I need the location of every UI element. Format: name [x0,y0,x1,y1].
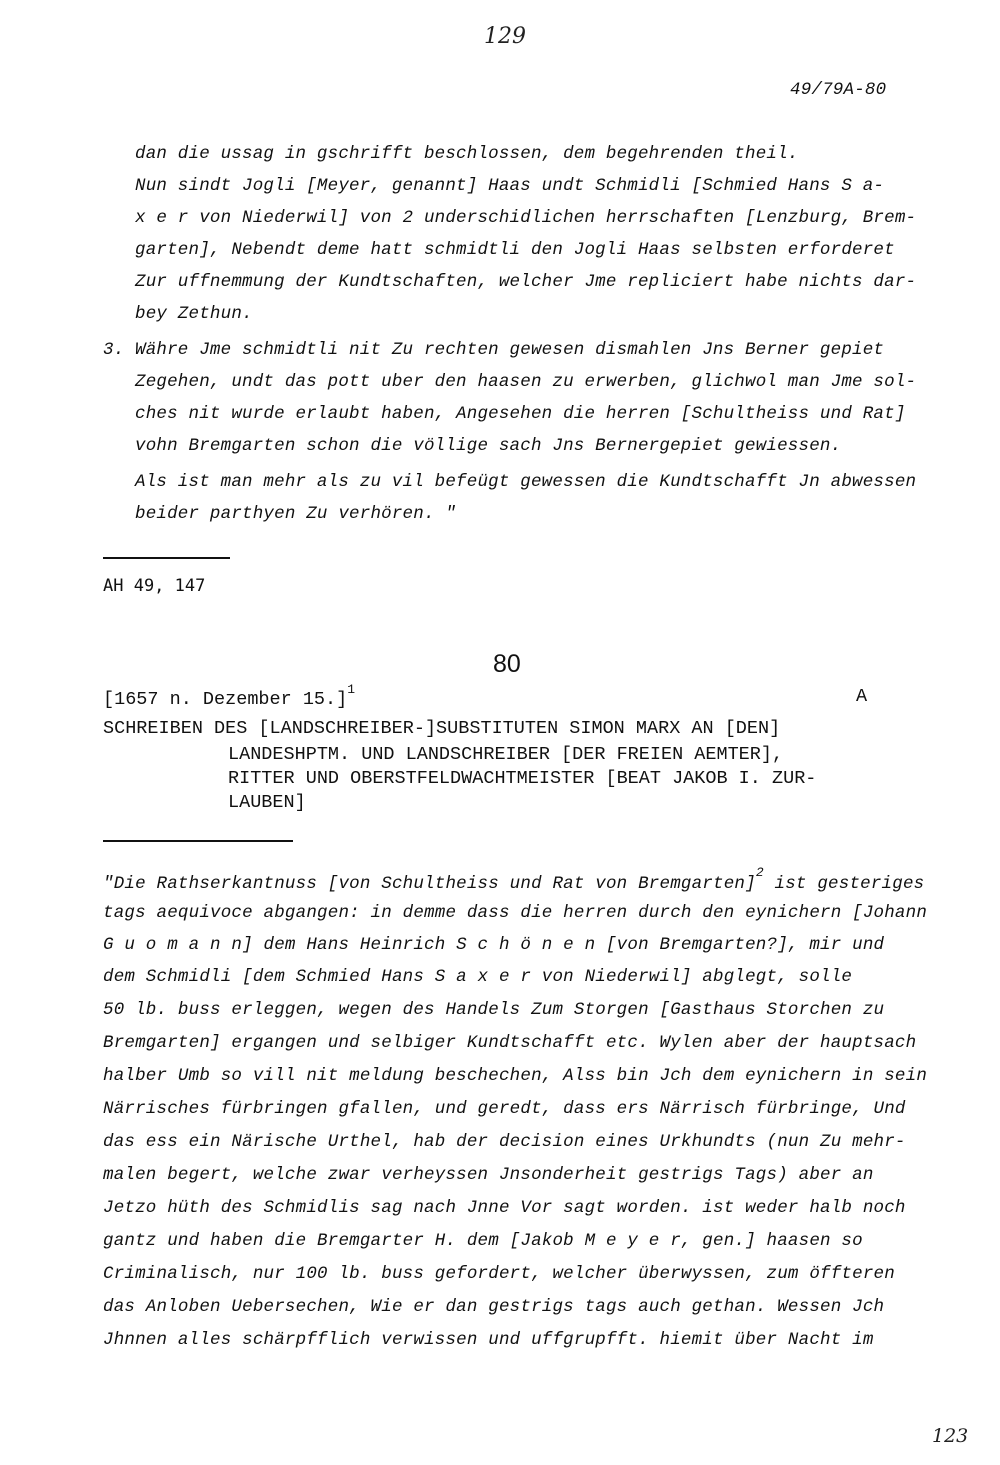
text-line: Nun sindt Jogli [Meyer, genannt] Haas undt Schmidli [Schmied Hans S a- [135,176,885,196]
date-text: [1657 n. Dezember 15.] [103,689,348,711]
title-line: SCHREIBEN DES [LANDSCHREIBER-]SUBSTITUTEN SIMON MARX AN [DEN] [103,718,781,739]
title-line: LANDESHPTM. UND LANDSCHREIBER [DER FREIEN AEMTER], [228,744,784,765]
document-number: 80 [493,650,521,678]
text-line: vohn Bremgarten schon die völlige sach Jns Bernergepiet gewiessen. [135,436,842,456]
body-first-end: ist gesteriges [763,873,925,894]
text-line: Zur uffnemmung der Kundtschaften, welcher Jme repliciert habe nichts dar- [135,272,917,292]
handwritten-folio-number: 123 [932,1425,969,1447]
handwritten-page-number: 129 [484,24,526,49]
text-line: das Anloben Uebersechen, Wie er dan gestrigs tags auch gethan. Wessen Jch [103,1297,885,1317]
text-line: Närrisches fürbringen gfallen, und geredt, dass ers Närrisch fürbringe, Und [103,1099,906,1119]
text-line: G u o m a n n] dem Hans Heinrich S c h ö n e n [von Bremgarten?], mir und [103,935,885,955]
text-line [103,865,925,894]
text-line: ches nit wurde erlaubt haben, Angesehen die herren [Schultheiss und Rat] [135,404,906,424]
text-line: dem Schmidli [dem Schmied Hans S a x e r von Niederwil] abglegt, solle [103,967,853,987]
text-line: Bremgarten] ergangen und selbiger Kundtschafft etc. Wylen aber der hauptsach [103,1033,917,1053]
body-first-part: "Die Rathserkantnuss [von Schultheiss und Rat von Bremgarten] [103,873,756,894]
type-marker: A [856,686,868,707]
text-line: Jhnnen alles schärpfflich verwissen und uffgrupfft. hiemit über Nacht im [103,1330,874,1350]
text-line: beider parthyen Zu verhören. " [135,504,457,524]
date-footnote-mark: 1 [347,682,356,697]
text-line: bey Zethun. [135,304,253,324]
text-line: dan die ussag in gschrifft beschlossen, dem begehrenden theil. [135,144,799,164]
text-line: Criminalisch, nur 100 lb. buss gefordert, welcher überwyssen, zum öffteren [103,1264,895,1284]
text-line: halber Umb so vill nit meldung beschechen, Alss bin Jch dem eynichern in sein [103,1066,928,1086]
footnote-separator [103,557,230,559]
archive-reference: 49/79A-80 [790,80,887,100]
title-line: RITTER UND OBERSTFELDWACHTMEISTER [BEAT JAKOB I. ZUR- [228,768,817,789]
text-line: garten], Nebendt deme hatt schmidtli den Jogli Haas selbsten erforderet [135,240,895,260]
title-separator [103,840,293,842]
text-line: malen begert, welche zwar verheyssen Jnsonderheit gestrigs Tags) aber an [103,1165,874,1185]
text-line: Jetzo hüth des Schmidlis sag nach Jnne Vor sagt worden. ist weder halb noch [103,1198,906,1218]
text-line: Zegehen, undt das pott uber den haasen zu erwerben, glichwol man Jme sol- [135,372,917,392]
text-line: gantz und haben die Bremgarter H. dem [Jakob M e y e r, gen.] haasen so [103,1231,863,1251]
text-line: tags aequivoce abgangen: in demme dass die herren durch den eynichern [Johann [103,903,928,923]
title-line: LAUBEN] [228,792,306,813]
text-line: 50 lb. buss erleggen, wegen des Handels Zum Storgen [Gasthaus Storchen zu [103,1000,885,1020]
source-reference: AH 49, 147 [103,576,206,596]
text-line: Währe Jme schmidtli nit Zu rechten gewesen dismahlen Jns Berner gepiet [135,340,885,360]
text-line: das ess ein Närische Urthel, hab der decision eines Urkhundts (nun Zu mehr- [103,1132,906,1152]
text-line: Als ist man mehr als zu vil befeügt gewessen die Kundtschafft Jn abwessen [135,472,917,492]
body-footnote-mark: 2 [755,865,764,880]
document-date [103,682,356,711]
item-number: 3. [103,340,125,360]
text-line: x e r von Niederwil] von 2 underschidlichen herrschaften [Lenzburg, Brem- [135,208,917,228]
